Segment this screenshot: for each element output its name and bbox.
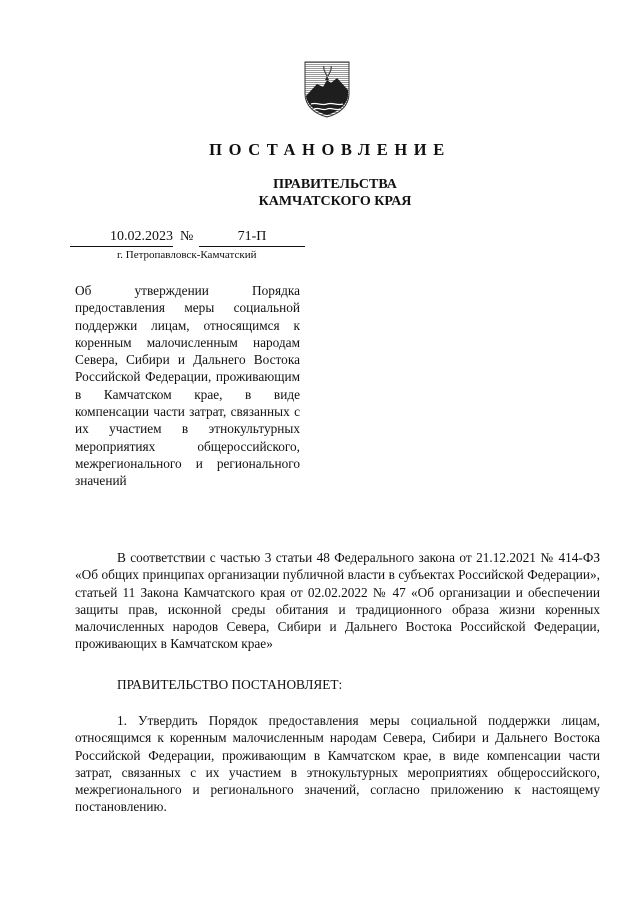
document-place: г. Петропавловск-Камчатский	[117, 249, 257, 261]
issuer-line-1: ПРАВИТЕЛЬСТВА	[273, 177, 397, 192]
document-subject: Об утверждении Порядка предоставления меры социальной поддержки лицам, относящимся к коренным малочисленным народам Севера, Сибири и Дальнего Востока Российской Федерации, проживающим в Камчатском крае, в виде компенсации части затрат, связанных с их участием в этнокультурных мероприятиях общероссийского, межрегионального и регионального значений	[75, 283, 300, 489]
document-date: 10.02.2023	[70, 228, 173, 247]
document-number: 71-П	[199, 228, 305, 247]
issuer-line-2: КАМЧАТСКОГО КРАЯ	[258, 194, 412, 209]
coat-of-arms-icon	[303, 60, 351, 118]
item-1-paragraph: 1. Утвердить Порядок предоставления меры социальной поддержки лицам, относящимся к коренным малочисленным народам Севера, Сибири и Дальнего Востока Российской Федерации, проживающим в Камчатском крае, в виде компенсации части затрат, связанных с их участием в этнокультурных мероприятиях общероссийского, межрегионального и регионального значений, согласно приложению к настоящему постановлению.	[75, 713, 600, 815]
resolves-paragraph: ПРАВИТЕЛЬСТВО ПОСТАНОВЛЯЕТ:	[117, 677, 343, 692]
preamble-paragraph: В соответствии с частью 3 статьи 48 Федерального закона от 21.12.2021 № 414-ФЗ «Об общих принципах организации публичной власти в субъектах Российской Федерации», статьей 11 Закона Камчатского края от 02.02.2022 № 47 «Об организации и обеспечении защиты прав, исконной среды обитания и традиционного образа жизни коренных малочисленных народов Севера, Сибири и Дальнего Востока Российской Федерации, проживающих в Камчатском крае»	[75, 550, 600, 652]
document-type-heading: ПОСТАНОВЛЕНИЕ	[209, 140, 451, 159]
number-sign: №	[180, 229, 194, 244]
issuer-heading	[0, 176, 640, 210]
